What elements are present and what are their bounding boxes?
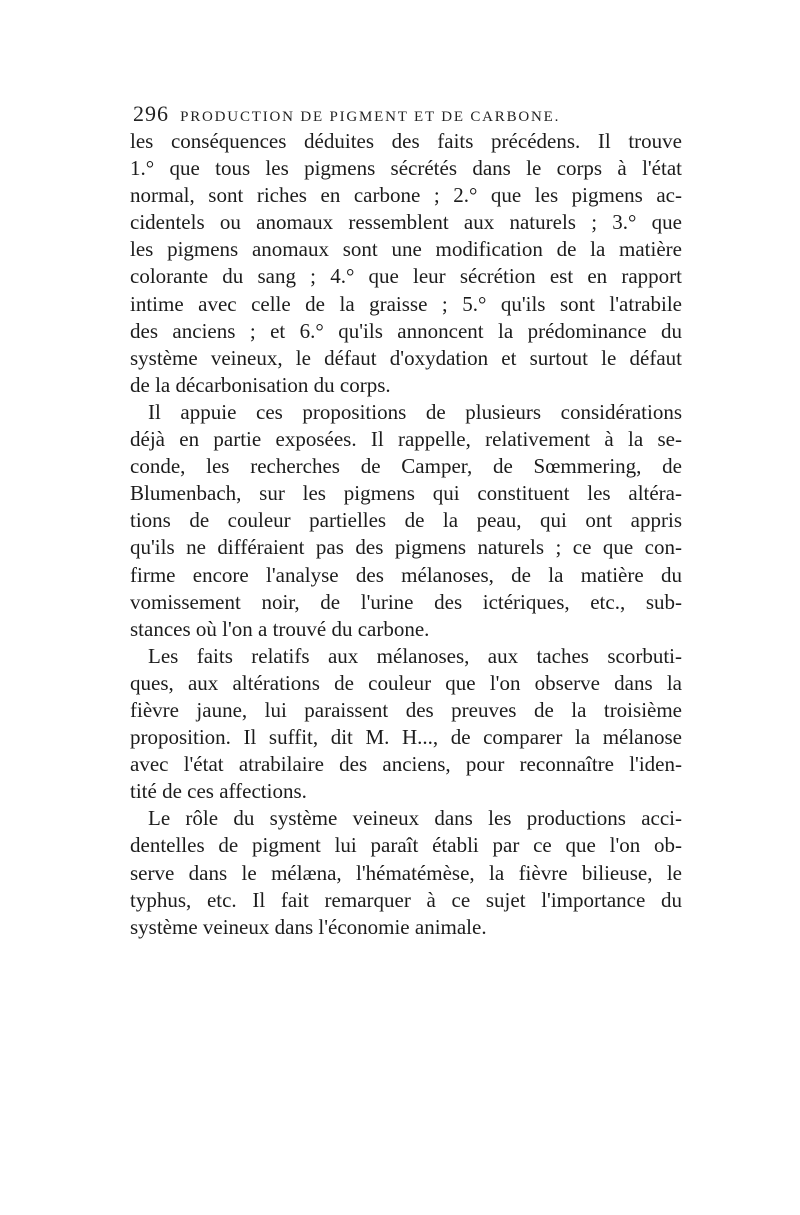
running-title: PRODUCTION DE PIGMENT ET DE CARBONE. xyxy=(180,109,561,125)
text-line: proposition. Il suffit, dit M. H..., de comparer la mélanose xyxy=(130,725,682,750)
text-line: firme encore l'analyse des mélanoses, de la matière du xyxy=(130,562,682,587)
text-line: typhus, etc. Il fait remarquer à ce sujet l'importance du xyxy=(130,887,682,912)
text-line: avec l'état atrabilaire des anciens, pour reconnaître l'iden- xyxy=(130,752,682,777)
text-line: conde, les recherches de Camper, de Sœmmering, de xyxy=(130,454,682,479)
paragraph-1 xyxy=(130,128,682,399)
text-line: des anciens ; et 6.° qu'ils annoncent la prédominance du xyxy=(130,318,682,343)
text-line: de la décarbonisation du corps. xyxy=(130,372,391,397)
text-line: ques, aux altérations de couleur que l'on observe dans la xyxy=(130,670,682,695)
text-line: Les faits relatifs aux mélanoses, aux taches scorbuti- xyxy=(148,643,682,668)
text-line: Blumenbach, sur les pigmens qui constituent les altéra- xyxy=(130,481,682,506)
text-line: système veineux dans l'économie animale. xyxy=(130,914,487,939)
text-line: normal, sont riches en carbone ; 2.° que les pigmens ac- xyxy=(130,183,682,208)
text-line: tité de ces affections. xyxy=(130,779,307,804)
text-line: intime avec celle de la graisse ; 5.° qu'ils sont l'atrabile xyxy=(130,291,682,316)
text-line: système veineux, le défaut d'oxydation et surtout le défaut xyxy=(130,345,682,370)
page-number: 296 xyxy=(133,101,169,126)
text-line: les pigmens anomaux sont une modification de la matière xyxy=(130,237,682,262)
text-line: dentelles de pigment lui paraît établi par ce que l'on ob- xyxy=(130,833,682,858)
page-header xyxy=(133,101,673,131)
text-line: vomissement noir, de l'urine des ictériques, etc., sub- xyxy=(130,589,682,614)
text-line: les conséquences déduites des faits précédens. Il trouve xyxy=(130,129,682,153)
text-line: tions de couleur partielles de la peau, qui ont appris xyxy=(130,508,682,533)
text-line: Il appuie ces propositions de plusieurs considérations xyxy=(148,399,682,424)
paragraph-2 xyxy=(130,399,682,643)
text-line: cidentels ou anomaux ressemblent aux naturels ; 3.° que xyxy=(130,210,682,235)
text-line: colorante du sang ; 4.° que leur sécrétion est en rapport xyxy=(130,264,682,289)
text-line: déjà en partie exposées. Il rappelle, relativement à la se- xyxy=(130,427,682,452)
paragraph-4 xyxy=(130,805,682,940)
text-line: stances où l'on a trouvé du carbone. xyxy=(130,616,430,641)
text-line: serve dans le mélæna, l'hématémèse, la fièvre bilieuse, le xyxy=(130,860,682,885)
paragraph-3 xyxy=(130,643,682,806)
text-line: 1.° que tous les pigmens sécrétés dans le corps à l'état xyxy=(130,156,682,181)
text-line: Le rôle du système veineux dans les productions acci- xyxy=(148,806,682,831)
body-text xyxy=(130,128,682,941)
text-line: qu'ils ne différaient pas des pigmens naturels ; ce que con- xyxy=(130,535,682,560)
text-line: fièvre jaune, lui paraissent des preuves de la troisième xyxy=(130,697,682,722)
